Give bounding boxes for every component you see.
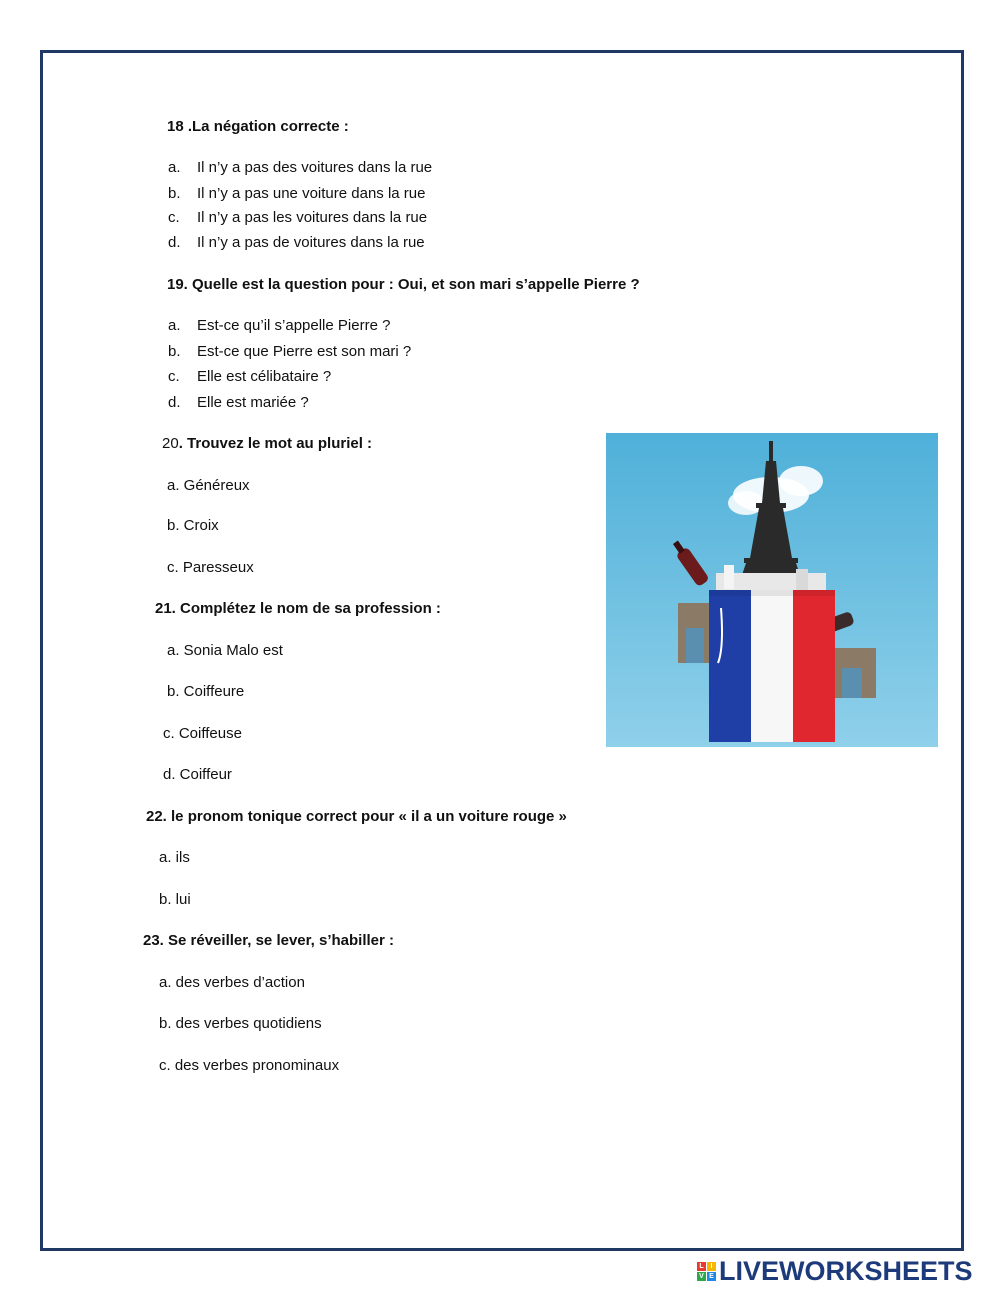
question-18-title: 18 .La négation correcte :	[167, 118, 349, 135]
option-text: Elle est mariée ?	[197, 394, 309, 411]
q21-option-b[interactable]: b. Coiffeure	[167, 683, 245, 700]
q18-option-a[interactable]	[168, 159, 432, 177]
option-letter: b.	[168, 343, 181, 360]
option-text: Il n’y a pas les voitures dans la rue	[197, 209, 428, 226]
q22-option-a[interactable]: a. ils	[159, 849, 190, 866]
option-text: Il n’y a pas une voiture dans la rue	[197, 185, 426, 202]
paris-flag-bag-illustration	[606, 433, 938, 747]
q20-option-c[interactable]: c. Paresseux	[167, 559, 254, 576]
option-text: Il n’y a pas des voitures dans la rue	[197, 159, 433, 176]
q21-option-c[interactable]: c. Coiffeuse	[163, 725, 242, 742]
option-text: Il n’y a pas de voitures dans la rue	[197, 234, 425, 251]
q19-option-c[interactable]	[168, 368, 331, 386]
option-letter: b.	[168, 185, 181, 202]
paris-illustration-icon	[606, 433, 938, 747]
logo-tile: I	[707, 1262, 716, 1271]
q21-option-a[interactable]: a. Sonia Malo est	[167, 642, 283, 659]
q23-option-b[interactable]: b. des verbes quotidiens	[159, 1015, 322, 1032]
logo-tiles	[697, 1262, 716, 1281]
option-text: Est-ce qu’il s’appelle Pierre ?	[197, 317, 391, 334]
logo-tile: E	[707, 1272, 716, 1281]
q19-option-a[interactable]	[168, 317, 390, 335]
logo-wordmark: LIVEWORKSHEETS	[719, 1255, 973, 1286]
option-letter: a.	[168, 317, 181, 334]
question-text: . Trouvez le mot au pluriel :	[178, 435, 373, 452]
q21-option-d[interactable]: d. Coiffeur	[163, 766, 232, 783]
option-letter: c.	[168, 209, 180, 226]
option-letter: a.	[168, 159, 181, 176]
question-20-title	[162, 435, 372, 453]
question-22-title: 22. le pronom tonique correct pour « il a un voiture rouge »	[146, 808, 567, 825]
q20-option-a[interactable]: a. Généreux	[167, 477, 250, 494]
option-text: Est-ce que Pierre est son mari ?	[197, 343, 412, 360]
q23-option-a[interactable]: a. des verbes d’action	[159, 974, 305, 991]
q18-option-d[interactable]	[168, 234, 425, 252]
question-23-title: 23. Se réveiller, se lever, s’habiller :	[143, 932, 395, 949]
option-letter: c.	[168, 368, 180, 385]
q23-option-c[interactable]: c. des verbes pronominaux	[159, 1057, 340, 1074]
q20-option-b[interactable]: b. Croix	[167, 517, 219, 534]
liveworksheets-logo	[697, 1257, 973, 1285]
q18-option-b[interactable]	[168, 185, 425, 203]
question-number: 20	[162, 435, 179, 452]
question-21-title: 21. Complétez le nom de sa profession :	[155, 600, 441, 617]
logo-tile: V	[697, 1272, 706, 1281]
option-text: Elle est célibataire ?	[197, 368, 332, 385]
q18-option-c[interactable]	[168, 209, 427, 227]
option-letter: d.	[168, 394, 181, 411]
option-letter: d.	[168, 234, 181, 251]
logo-tile: L	[697, 1262, 706, 1271]
q19-option-b[interactable]	[168, 343, 411, 361]
q22-option-b[interactable]: b. lui	[159, 891, 191, 908]
question-19-title: 19. Quelle est la question pour : Oui, et son mari s’appelle Pierre ?	[167, 276, 640, 293]
q19-option-d[interactable]	[168, 394, 309, 412]
